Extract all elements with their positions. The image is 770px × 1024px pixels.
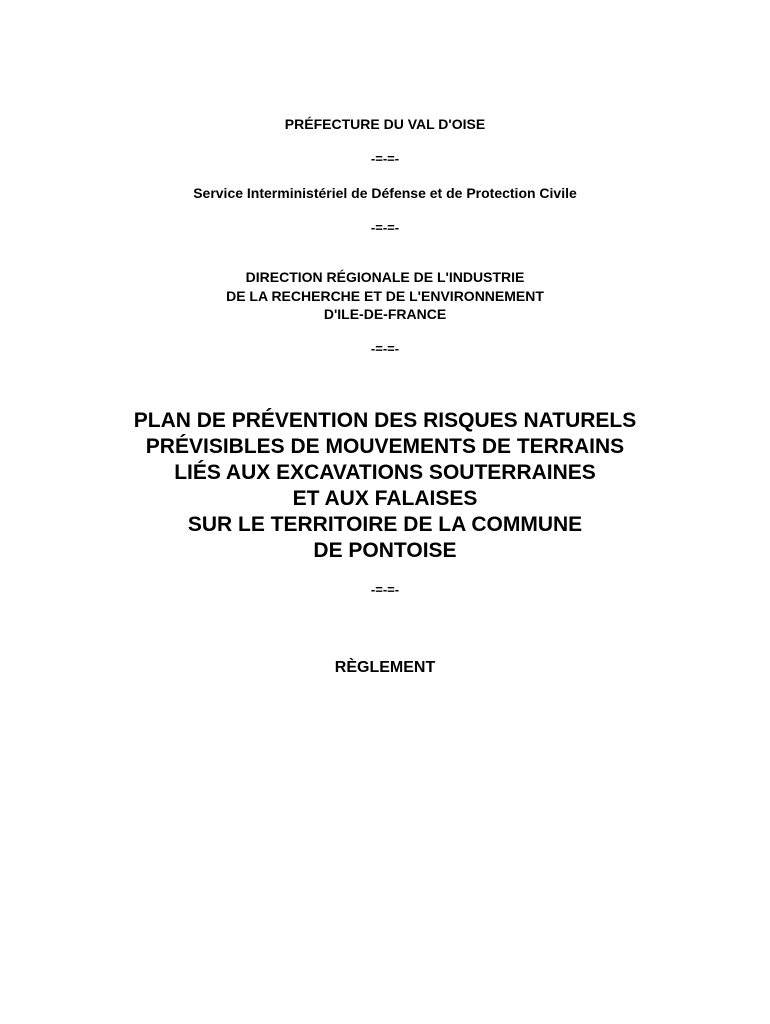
document-title-line: PLAN DE PRÉVENTION DES RISQUES NATURELS	[133, 409, 637, 432]
document-title-line: PRÉVISIBLES DE MOUVEMENTS DE TERRAINS	[145, 435, 625, 458]
document-title-line: SUR LE TERRITOIRE DE LA COMMUNE	[187, 513, 583, 536]
direction-line: DE LA RECHERCHE ET DE L'ENVIRONNEMENT	[226, 288, 544, 304]
separator: -=-=-	[370, 582, 400, 597]
section-heading: RÈGLEMENT	[334, 659, 436, 676]
service-heading: Service Interministériel de Défense et de Protection Civile	[193, 185, 577, 201]
separator: -=-=-	[370, 220, 400, 235]
document-title-line: DE PONTOISE	[313, 539, 457, 562]
separator: -=-=-	[370, 151, 400, 166]
document-title-line: LIÉS AUX EXCAVATIONS SOUTERRAINES	[174, 461, 596, 484]
prefecture-heading: PRÉFECTURE DU VAL D'OISE	[284, 116, 486, 132]
document-title-line: ET AUX FALAISES	[292, 487, 478, 510]
direction-line: D'ILE-DE-FRANCE	[323, 306, 447, 322]
direction-line: DIRECTION RÉGIONALE DE L'INDUSTRIE	[245, 269, 525, 285]
separator: -=-=-	[370, 341, 400, 356]
